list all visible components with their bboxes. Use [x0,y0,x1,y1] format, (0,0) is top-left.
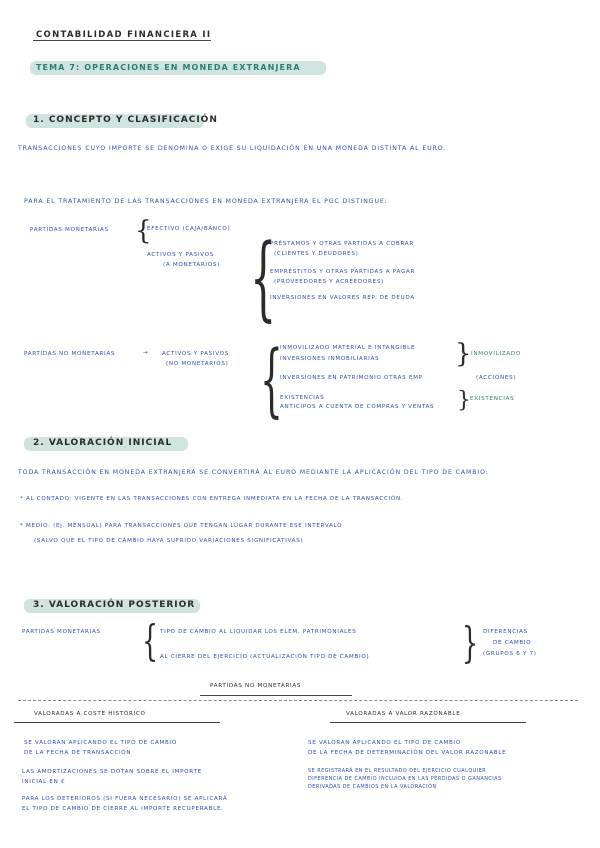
left-p1a: SE VALORAN APLICANDO EL TIPO DE CAMBIO [24,740,178,746]
activos-pasivos-text: ACTIVOS Y PASIVOS [147,252,214,258]
brace-monetarias: { [135,216,152,246]
s3-dashed-divider [18,700,578,701]
acciones-text: (ACCIONES) [476,375,517,381]
section3-heading: 3. VALORACIÓN POSTERIOR [33,600,196,610]
existencias-text: EXISTENCIAS [280,395,325,401]
inversiones-deuda-text: INVERSIONES EN VALORES REP. DE DEUDA [270,295,415,301]
s3-line2: AL CIERRE DEL EJERCICIO (ACTUALIZACIÓN TIPO DE CAMBIO) [160,654,370,660]
no-monetarias-label: PARTIDAS NO MONETARIAS [24,351,116,357]
right-header: VALORADAS A VALOR RAZONABLE [346,711,461,717]
topic-title: TEMA 7: OPERACIONES EN MONEDA EXTRANJERA [36,63,301,72]
no-monetarias-underline [200,695,352,696]
inversiones-patrimonio: INVERSIONES EN PATRIMONIO OTRAS EMP [280,375,423,381]
right-p1b: DE LA FECHA DE DETERMINACIÓN DEL VALOR RAZONABLE [308,750,507,756]
anticipos-text: ANTICIPOS A CUENTA DE COMPRAS Y VENTAS [280,404,435,410]
left-header-underline [14,722,220,723]
existencias-tag: EXISTENCIAS [470,396,515,402]
bullet-medio: * MEDIO: (Ej. MENSUAL) PARA TRANSACCIONES QUE TENGAN LUGAR DURANTE ESE INTERVALO [20,523,343,529]
left-header: VALORADAS A COSTE HISTÓRICO [34,711,146,717]
bullet-contado: * AL CONTADO: VIGENTE EN LAS TRANSACCIONES CON ENTREGA INMEDIATA EN LA FECHA DE LA TRANSACCIÓN. [20,496,404,502]
s3-line1: TIPO DE CAMBIO AL LIQUIDAR LOS ELEM. PATRIMONIALES [160,629,357,635]
inmovilizado-items: INMOVILIZADO MATERIAL E INTANGIBLE [280,345,416,351]
brace-existencias: } [457,388,471,413]
monetarias-label: PARTIDAS MONETARIAS [30,227,109,233]
emprestitos-text: EMPRÉSTITOS Y OTRAS PARTIDAS A PAGAR [270,269,416,275]
brace-inmovilizado: } [455,339,472,369]
left-p3b: EL TIPO DE CAMBIO DE CIERRE AL IMPORTE RECUPERABLE. [22,806,224,812]
section2-body: TODA TRANSACCIÓN EN MONEDA EXTRANJERA SE CONVERTIRÁ AL EURO MEDIANTE LA APLICACIÓN DEL TIPO DE CAMBIO: [18,469,489,476]
brace-s3-monetarias: { [142,616,159,665]
prestamos-text: PRÉSTAMOS Y OTRAS PARTIDAS A COBRAR [270,241,414,247]
prestamos-sub: (CLIENTES Y DEUDORES) [274,251,359,257]
inmovilizado-tag: INMOVILIZADO [471,351,521,357]
bullet-medio-sub: (SALVO QUE EL TIPO DE CAMBIO HAYA SUFRIDO VARIACIONES SIGNIFICATIVAS) [34,538,304,544]
inversiones-inmob: INVERSIONES INMOBILIARIAS [280,356,380,362]
section1-heading: 1. CONCEPTO Y CLASIFICACIÓN [33,115,218,125]
s3-monetarias-label: PARTIDAS MONETARIAS [22,629,101,635]
right-p2c: DERIVADAS DE CAMBIOS EN LA VALORACIÓN [308,784,437,790]
pgc-intro: PARA EL TRATAMIENTO DE LAS TRANSACCIONES EN MONEDA EXTRANJERA EL PGC DISTINGUE: [24,198,388,205]
left-p2a: LAS AMORTIZACIONES SE DOTAN SOBRE EL IMPORTE [22,769,202,775]
subject-title: CONTABILIDAD FINANCIERA II [36,30,212,40]
brace-activos: { [250,224,277,331]
efectivo-text: EFECTIVO (CAJA/BANCO) [147,226,231,232]
brace-s3-diferencias: } [462,618,479,667]
brace-no-monetarias: { [260,333,283,426]
header-divider [33,40,211,41]
right-p2b: DIFERENCIA DE CAMBIO INCLUIDA EN LAS PÉRDIDAS O GANANCIAS [308,776,502,782]
no-monetarias-arrow: → [143,350,149,356]
left-p1b: DE LA FECHA DE TRANSACCIÓN [24,750,132,756]
right-p2a: SE REGISTRARÁ EN EL RESULTADO DEL EJERCICIO CUALQUIER [308,768,487,774]
right-header-underline [330,722,526,723]
right-p1a: SE VALORAN APLICANDO EL TIPO DE CAMBIO [308,740,462,746]
grupos-text: (GRUPOS 6 Y 7) [483,651,537,657]
left-p2b: INICIAL EN € [22,779,66,785]
nm-activos-sub: (NO MONETARIOS) [166,361,229,367]
nm-activos-text: ACTIVOS Y PASIVOS [162,351,229,357]
de-cambio-text: DE CAMBIO [493,640,532,646]
section2-heading: 2. VALORACIÓN INICIAL [33,438,173,448]
diferencias-text: DIFERENCIAS [483,629,528,635]
no-monetarias-title: PARTIDAS NO MONETARIAS [210,683,302,689]
activos-pasivos-sub: (A MONETARIOS) [163,262,221,268]
left-p3a: PARA LOS DETERIOROS (SI FUERA NECESARIO) SE APLICARÁ [22,796,228,802]
definition-text: TRANSACCIONES CUYO IMPORTE SE DENOMINA O EXIGE SU LIQUIDACIÓN EN UNA MONEDA DISTINTA AL EURO. [18,145,447,152]
emprestitos-sub: (PROVEEDORES Y ACREEDORES) [274,279,384,285]
